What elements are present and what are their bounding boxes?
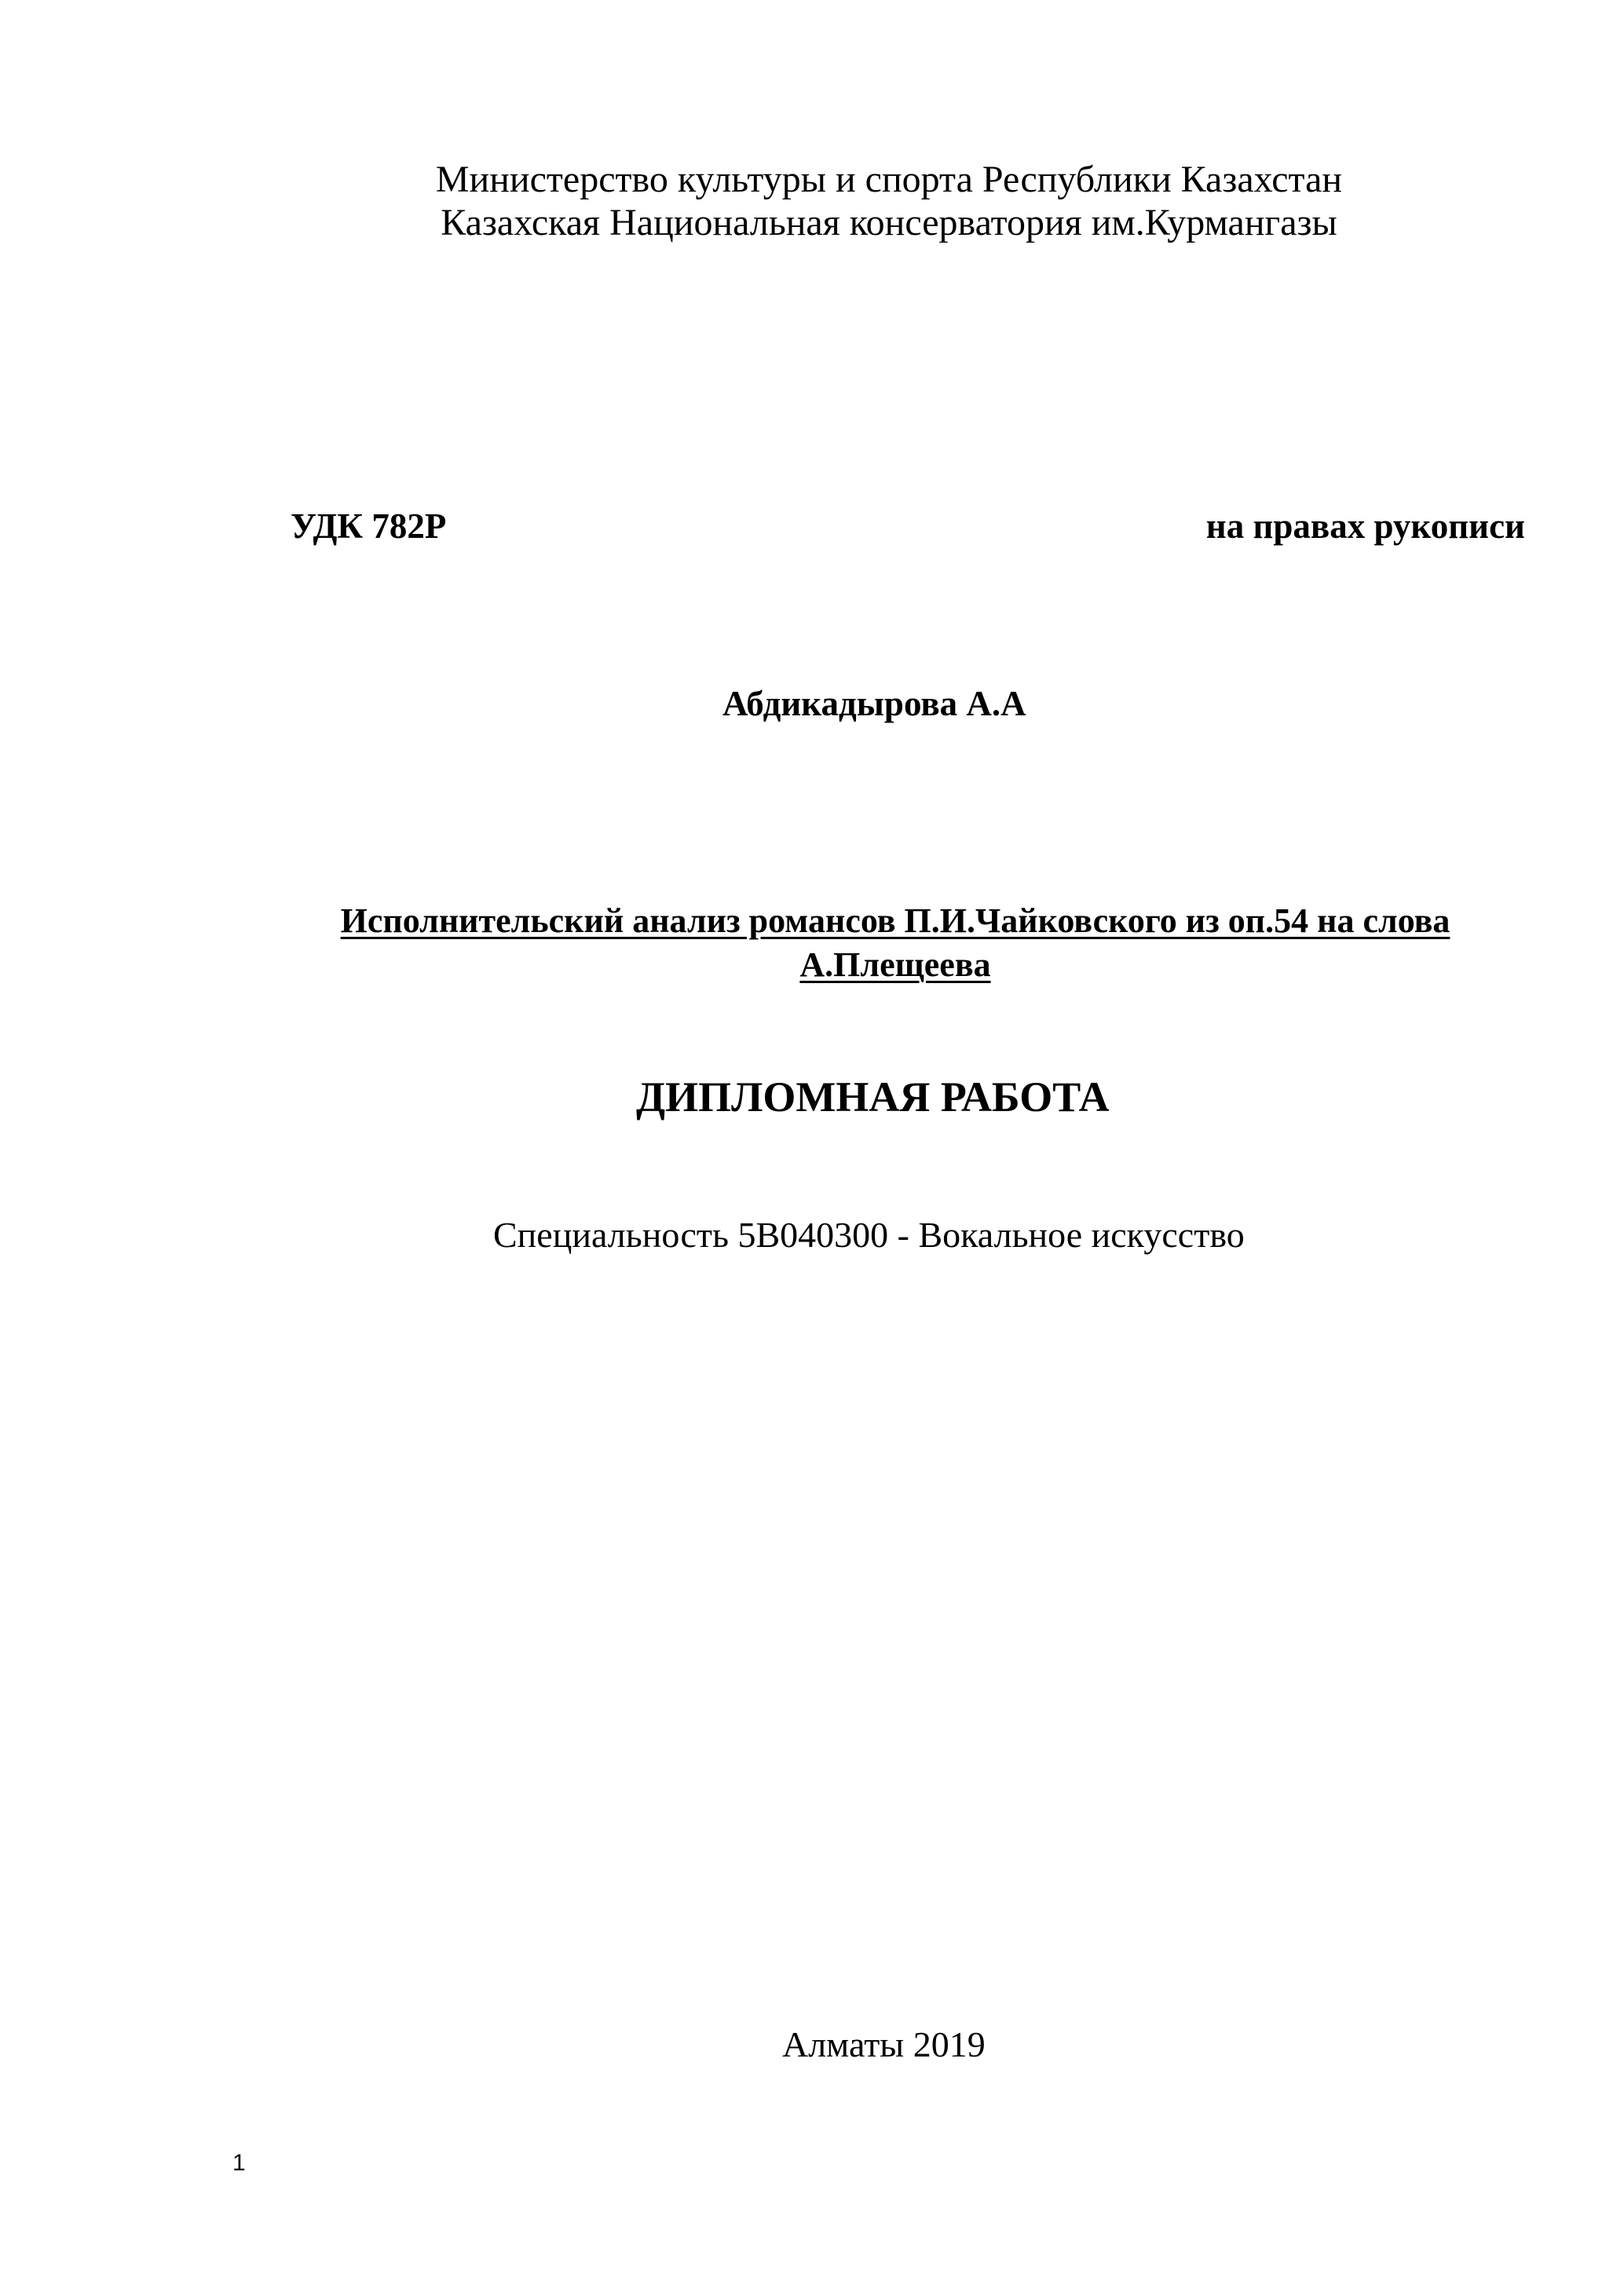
institution-line: Казахская Национальная консерватория им.Курмангазы: [441, 202, 1337, 243]
city-year: Алматы 2019: [782, 2024, 986, 2064]
manuscript-note: на правах рукописи: [1205, 506, 1525, 546]
thesis-title: [259, 899, 1531, 987]
thesis-title-line-1: Исполнительский анализ романсов П.И.Чайковского из оп.54 на слова: [340, 901, 1450, 940]
work-type-heading: ДИПЛОМНАЯ РАБОТА: [636, 1073, 1110, 1121]
udk-code: УДК 782Р: [291, 506, 447, 546]
author-name: Абдикадырова А.А: [722, 684, 1026, 723]
ministry-line: Министерство культуры и спорта Республики Казахстан: [435, 159, 1343, 200]
thesis-title-line-2: А.Плещеева: [799, 945, 991, 984]
specialty-line: Специальность 5В040300 - Вокальное искусство: [493, 1215, 1245, 1255]
page-number: 1: [232, 2150, 246, 2176]
